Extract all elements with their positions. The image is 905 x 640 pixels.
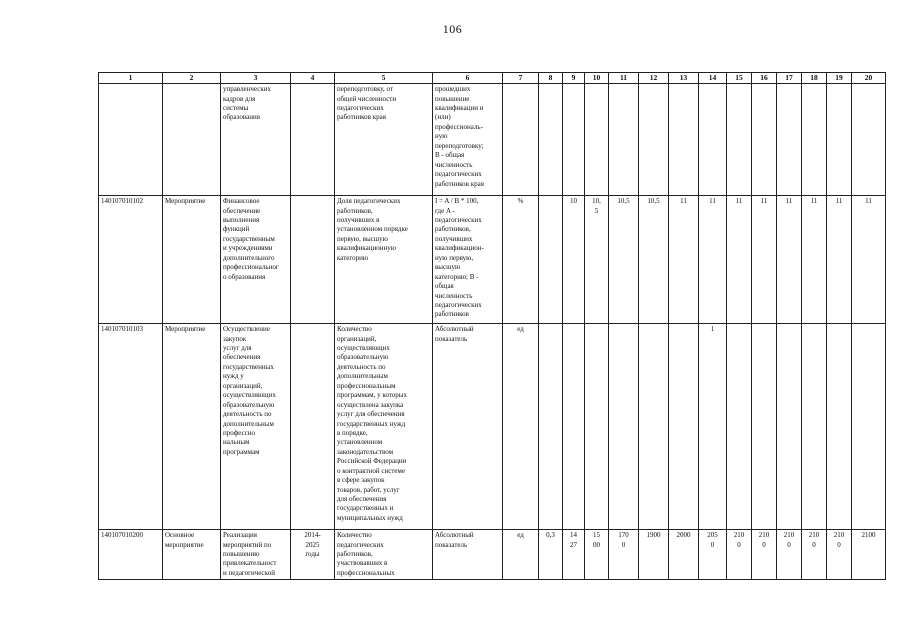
code-cell: 140107010102 xyxy=(99,196,163,324)
column-number-row xyxy=(99,73,886,84)
value-cell: 0,3 xyxy=(539,530,563,580)
period-cell xyxy=(291,196,335,324)
name-cell: Реализация мероприятий по повышению привлекательност и педагогической xyxy=(221,530,291,580)
name-cell: управленческих кадров для системы образования xyxy=(221,84,291,196)
value-cell xyxy=(752,84,777,196)
column-number: 6 xyxy=(433,73,503,84)
value-cell: 1 xyxy=(699,324,727,530)
indicators-table xyxy=(98,72,886,580)
value-cell: 10,5 xyxy=(609,196,639,324)
value-cell xyxy=(752,324,777,530)
value-cell: 210 0 xyxy=(777,530,802,580)
value-cell: 11 xyxy=(777,196,802,324)
value-cell xyxy=(777,84,802,196)
formula-cell: прошедших повышение квалификации и (или) профессиональ- ную переподготовку; В - общая численность педагогических работников края xyxy=(433,84,503,196)
value-cell: 11 xyxy=(802,196,827,324)
table-row xyxy=(99,530,886,580)
column-number: 9 xyxy=(563,73,585,84)
value-cell xyxy=(802,84,827,196)
unit-cell: % xyxy=(503,196,539,324)
value-cell: 15 00 xyxy=(585,530,609,580)
value-cell xyxy=(802,324,827,530)
type-cell: Основное мероприятие xyxy=(163,530,221,580)
value-cell xyxy=(639,324,669,530)
value-cell xyxy=(609,324,639,530)
indicator-cell: Доля педагогических работников, получивших в установленном порядке первую, высшую квалификационную категорию xyxy=(335,196,433,324)
value-cell: 210 0 xyxy=(827,530,852,580)
code-cell: 140107010200 xyxy=(99,530,163,580)
value-cell xyxy=(585,84,609,196)
value-cell xyxy=(539,84,563,196)
value-cell xyxy=(727,84,752,196)
value-cell xyxy=(563,324,585,530)
column-number: 11 xyxy=(609,73,639,84)
indicator-cell: Количество организаций, осуществляющих образовательную деятельность по дополнительным профессиональным программам, у которых осуществлена закупка услуг для обеспечения государственных нужд в порядке, установленном законодательством Российской Федерации о контрактной системе в сфере закупок товаров, работ, услуг для обеспечения государственных и муниципальных нужд xyxy=(335,324,433,530)
column-number: 8 xyxy=(539,73,563,84)
unit-cell: ед xyxy=(503,530,539,580)
column-number: 17 xyxy=(777,73,802,84)
period-cell: 2014- 2025 годы xyxy=(291,530,335,580)
value-cell xyxy=(609,84,639,196)
value-cell: 10,5 xyxy=(639,196,669,324)
formula-cell: Абсолютный показатель xyxy=(433,324,503,530)
value-cell: 2000 xyxy=(669,530,699,580)
period-cell xyxy=(291,324,335,530)
value-cell: 11 xyxy=(752,196,777,324)
column-number: 13 xyxy=(669,73,699,84)
value-cell: 170 0 xyxy=(609,530,639,580)
type-cell xyxy=(163,84,221,196)
value-cell xyxy=(777,324,802,530)
value-cell xyxy=(727,324,752,530)
value-cell xyxy=(585,324,609,530)
value-cell: 11 xyxy=(699,196,727,324)
value-cell xyxy=(669,324,699,530)
value-cell xyxy=(827,324,852,530)
value-cell: 210 0 xyxy=(752,530,777,580)
column-number: 1 xyxy=(99,73,163,84)
value-cell xyxy=(563,84,585,196)
table-row xyxy=(99,324,886,530)
type-cell: Мероприятие xyxy=(163,324,221,530)
column-number: 18 xyxy=(802,73,827,84)
value-cell: 11 xyxy=(827,196,852,324)
column-number: 7 xyxy=(503,73,539,84)
name-cell: Финансовое обеспечение выполнения функций государственным и учреждениями дополнительного профессиональног о образования xyxy=(221,196,291,324)
formula-cell: I = A / B * 100, где A - педагогических работников, получивших квалификацион- ную первую, высшую категорию; В - общая численность педагогических работников xyxy=(433,196,503,324)
table-row xyxy=(99,196,886,324)
value-cell xyxy=(539,196,563,324)
value-cell xyxy=(669,84,699,196)
value-cell: 11 xyxy=(669,196,699,324)
unit-cell xyxy=(503,84,539,196)
value-cell xyxy=(852,324,886,530)
column-number: 2 xyxy=(163,73,221,84)
value-cell: 1900 xyxy=(639,530,669,580)
value-cell: 205 0 xyxy=(699,530,727,580)
indicator-cell: Количество педагогических работников, участвовавших в профессиональных xyxy=(335,530,433,580)
value-cell xyxy=(539,324,563,530)
value-cell: 11 xyxy=(727,196,752,324)
column-number: 12 xyxy=(639,73,669,84)
value-cell: 210 0 xyxy=(802,530,827,580)
value-cell xyxy=(639,84,669,196)
column-number: 20 xyxy=(852,73,886,84)
table-row xyxy=(99,84,886,196)
column-number: 10 xyxy=(585,73,609,84)
value-cell xyxy=(699,84,727,196)
column-number: 15 xyxy=(727,73,752,84)
value-cell xyxy=(852,84,886,196)
column-number: 5 xyxy=(335,73,433,84)
name-cell: Осуществление закупок услуг для обеспечения государственных нужд у организаций, осуществляющих образовательную деятельность по дополнительным профессио нальным программам xyxy=(221,324,291,530)
column-number: 4 xyxy=(291,73,335,84)
column-number: 16 xyxy=(752,73,777,84)
type-cell: Мероприятие xyxy=(163,196,221,324)
column-number: 14 xyxy=(699,73,727,84)
page-number: 106 xyxy=(442,22,463,36)
column-number: 19 xyxy=(827,73,852,84)
code-cell: 140107010103 xyxy=(99,324,163,530)
formula-cell: Абсолютный показатель xyxy=(433,530,503,580)
code-cell xyxy=(99,84,163,196)
column-number: 3 xyxy=(221,73,291,84)
unit-cell: ед xyxy=(503,324,539,530)
value-cell: 14 27 xyxy=(563,530,585,580)
value-cell: 210 0 xyxy=(727,530,752,580)
period-cell xyxy=(291,84,335,196)
value-cell: 2100 xyxy=(852,530,886,580)
value-cell: 10 xyxy=(563,196,585,324)
value-cell xyxy=(827,84,852,196)
value-cell: 10, 5 xyxy=(585,196,609,324)
value-cell: 11 xyxy=(852,196,886,324)
indicator-cell: переподготовку, от общей численности педагогических работников края xyxy=(335,84,433,196)
